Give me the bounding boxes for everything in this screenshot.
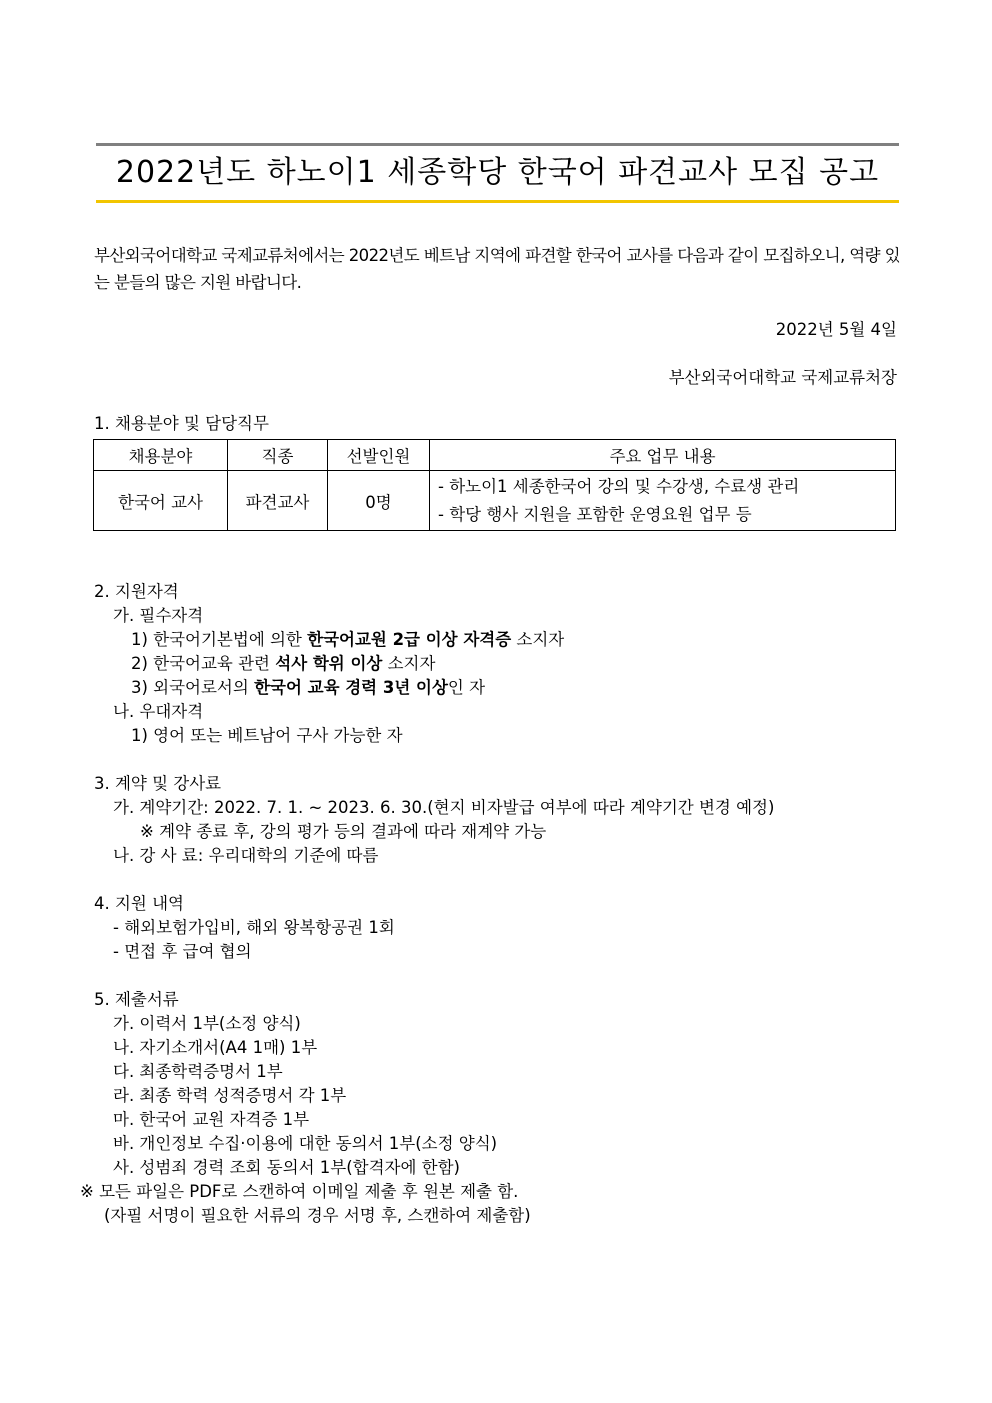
submission-note-detail: (자필 서명이 필요한 서류의 경우 서명 후, 스캔하여 제출함) xyxy=(104,1206,531,1225)
submission-note: ※ 모든 파일은 PDF로 스캔하여 이메일 제출 후 원본 제출 함. xyxy=(80,1182,519,1201)
job-table-header: 직종 xyxy=(228,440,328,471)
job-table-header: 주요 업무 내용 xyxy=(430,440,896,471)
page-title: 2022년도 하노이1 세종학당 한국어 파견교사 모집 공고 xyxy=(115,155,880,190)
job-table xyxy=(93,439,896,531)
contract-note: ※ 계약 종료 후, 강의 평가 등의 결과에 따라 재계약 가능 xyxy=(140,822,547,841)
section3-heading: 3. 계약 및 강사료 xyxy=(94,774,222,793)
table-row xyxy=(94,471,896,531)
requirement-emphasis: 한국어 교육 경력 3년 이상 xyxy=(254,678,448,697)
requirement-text: 2) 한국어교육 관련 xyxy=(131,654,276,673)
support-item: - 해외보험가입비, 해외 왕복항공권 1회 xyxy=(113,918,395,937)
document-item: 마. 한국어 교원 자격증 1부 xyxy=(113,1110,310,1129)
instructor-fee: 나. 강 사 료: 우리대학의 기준에 따름 xyxy=(113,846,379,865)
document-item: 가. 이력서 1부(소정 양식) xyxy=(113,1014,301,1033)
preferred-item: 1) 영어 또는 베트남어 구사 가능한 자 xyxy=(131,726,403,745)
document-item: 바. 개인정보 수집·이용에 대한 동의서 1부(소정 양식) xyxy=(113,1134,498,1153)
requirement-text: 3) 외국어로서의 xyxy=(131,678,255,697)
intro-paragraph: 부산외국어대학교 국제교류처에서는 2022년도 베트남 지역에 파견할 한국어 교사를 다음과 같이 모집하오니, 역량 있는 분들의 많은 지원 바랍니다. xyxy=(94,246,900,292)
requirement-text: 인 자 xyxy=(447,678,486,697)
requirement-item xyxy=(131,676,485,700)
job-table-header: 선발인원 xyxy=(328,440,430,471)
title-top-rule xyxy=(96,143,899,146)
requirement-text: 소지자 xyxy=(382,654,436,673)
job-type-cell: 파견교사 xyxy=(228,471,328,531)
job-table-header-row xyxy=(94,440,896,471)
support-item: - 면접 후 급여 협의 xyxy=(113,942,252,961)
signer: 부산외국어대학교 국제교류처장 xyxy=(668,368,897,387)
document-item: 사. 성범죄 경력 조회 동의서 1부(합격자에 한함) xyxy=(113,1158,460,1177)
duty-item: - 학당 행사 지원을 포함한 운영요원 업무 등 xyxy=(438,504,752,524)
requirement-emphasis: 한국어교원 2급 이상 자격증 xyxy=(307,630,512,649)
section1-heading: 1. 채용분야 및 담당직무 xyxy=(94,414,269,433)
requirement-item xyxy=(131,652,435,676)
job-field-cell: 한국어 교사 xyxy=(94,471,228,531)
required-qualifications-label: 가. 필수자격 xyxy=(113,606,204,625)
document-item: 나. 자기소개서(A4 1매) 1부 xyxy=(113,1038,318,1057)
title-bottom-rule xyxy=(96,200,899,203)
preferred-qualifications-label: 나. 우대자격 xyxy=(113,702,204,721)
contract-period: 가. 계약기간: 2022. 7. 1. ~ 2023. 6. 30.(현지 비자발급 여부에 따라 계약기간 변경 예정) xyxy=(113,798,775,817)
section4-heading: 4. 지원 내역 xyxy=(94,894,184,913)
requirement-text: 소지자 xyxy=(511,630,565,649)
requirement-text: 1) 한국어기본법에 의한 xyxy=(131,630,308,649)
requirement-emphasis: 석사 학위 이상 xyxy=(275,654,383,673)
duty-item: - 하노이1 세종한국어 강의 및 수강생, 수료생 관리 xyxy=(438,476,800,496)
job-table-header: 채용분야 xyxy=(94,440,228,471)
document-item: 다. 최종학력증명서 1부 xyxy=(113,1062,283,1081)
job-duties-cell xyxy=(430,471,896,531)
requirement-item xyxy=(131,628,564,652)
section5-heading: 5. 제출서류 xyxy=(94,990,179,1009)
section2-heading: 2. 지원자격 xyxy=(94,582,179,601)
document-item: 라. 최종 학력 성적증명서 각 1부 xyxy=(113,1086,347,1105)
announcement-date: 2022년 5월 4일 xyxy=(775,320,897,339)
job-count-cell: 0명 xyxy=(328,471,430,531)
